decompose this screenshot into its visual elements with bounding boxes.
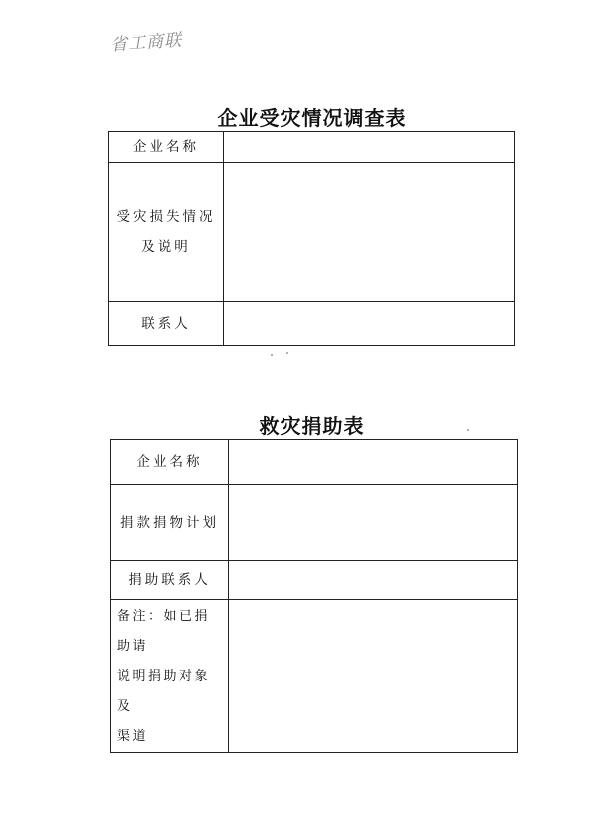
scan-speck <box>271 354 273 356</box>
donation-notes-label-line3: 渠道 <box>117 729 149 744</box>
donation-contact-field[interactable] <box>229 561 518 600</box>
handwritten-note: 省工商联 <box>109 30 183 56</box>
donation-contact-label: 捐助联系人 <box>111 561 229 600</box>
company-name-label: 企业名称 <box>109 132 224 163</box>
donation-row-plan <box>111 485 518 561</box>
survey-row-company-name <box>109 132 515 163</box>
survey-row-loss-description <box>109 163 515 302</box>
donation-row-notes <box>111 600 518 753</box>
contact-label: 联系人 <box>109 302 224 346</box>
donation-plan-field[interactable] <box>229 485 518 561</box>
donation-form-table <box>110 439 518 753</box>
donation-notes-label <box>111 600 229 753</box>
survey-form-title: 企业受灾情况调查表 <box>217 106 407 130</box>
donation-company-name-field[interactable] <box>229 440 518 485</box>
donation-company-name-label: 企业名称 <box>111 440 229 485</box>
donation-plan-label: 捐款捐物计划 <box>111 485 229 561</box>
scan-speck <box>286 352 288 354</box>
survey-row-contact <box>109 302 515 346</box>
survey-form-table <box>108 131 515 346</box>
loss-description-field[interactable] <box>224 163 515 302</box>
loss-description-label <box>109 163 224 302</box>
donation-notes-label-line2: 说明捐助对象及 <box>117 669 211 714</box>
loss-description-label-line2: 及说明 <box>141 239 191 255</box>
donation-row-contact <box>111 561 518 600</box>
loss-description-label-line1: 受灾损失情况 <box>116 209 216 225</box>
donation-notes-field[interactable] <box>229 600 518 753</box>
contact-field[interactable] <box>224 302 515 346</box>
donation-notes-label-line1: 备注：如已捐助请 <box>117 609 211 654</box>
donation-row-company-name <box>111 440 518 485</box>
donation-form-title: 救灾捐助表 <box>259 414 365 438</box>
company-name-field[interactable] <box>224 132 515 163</box>
